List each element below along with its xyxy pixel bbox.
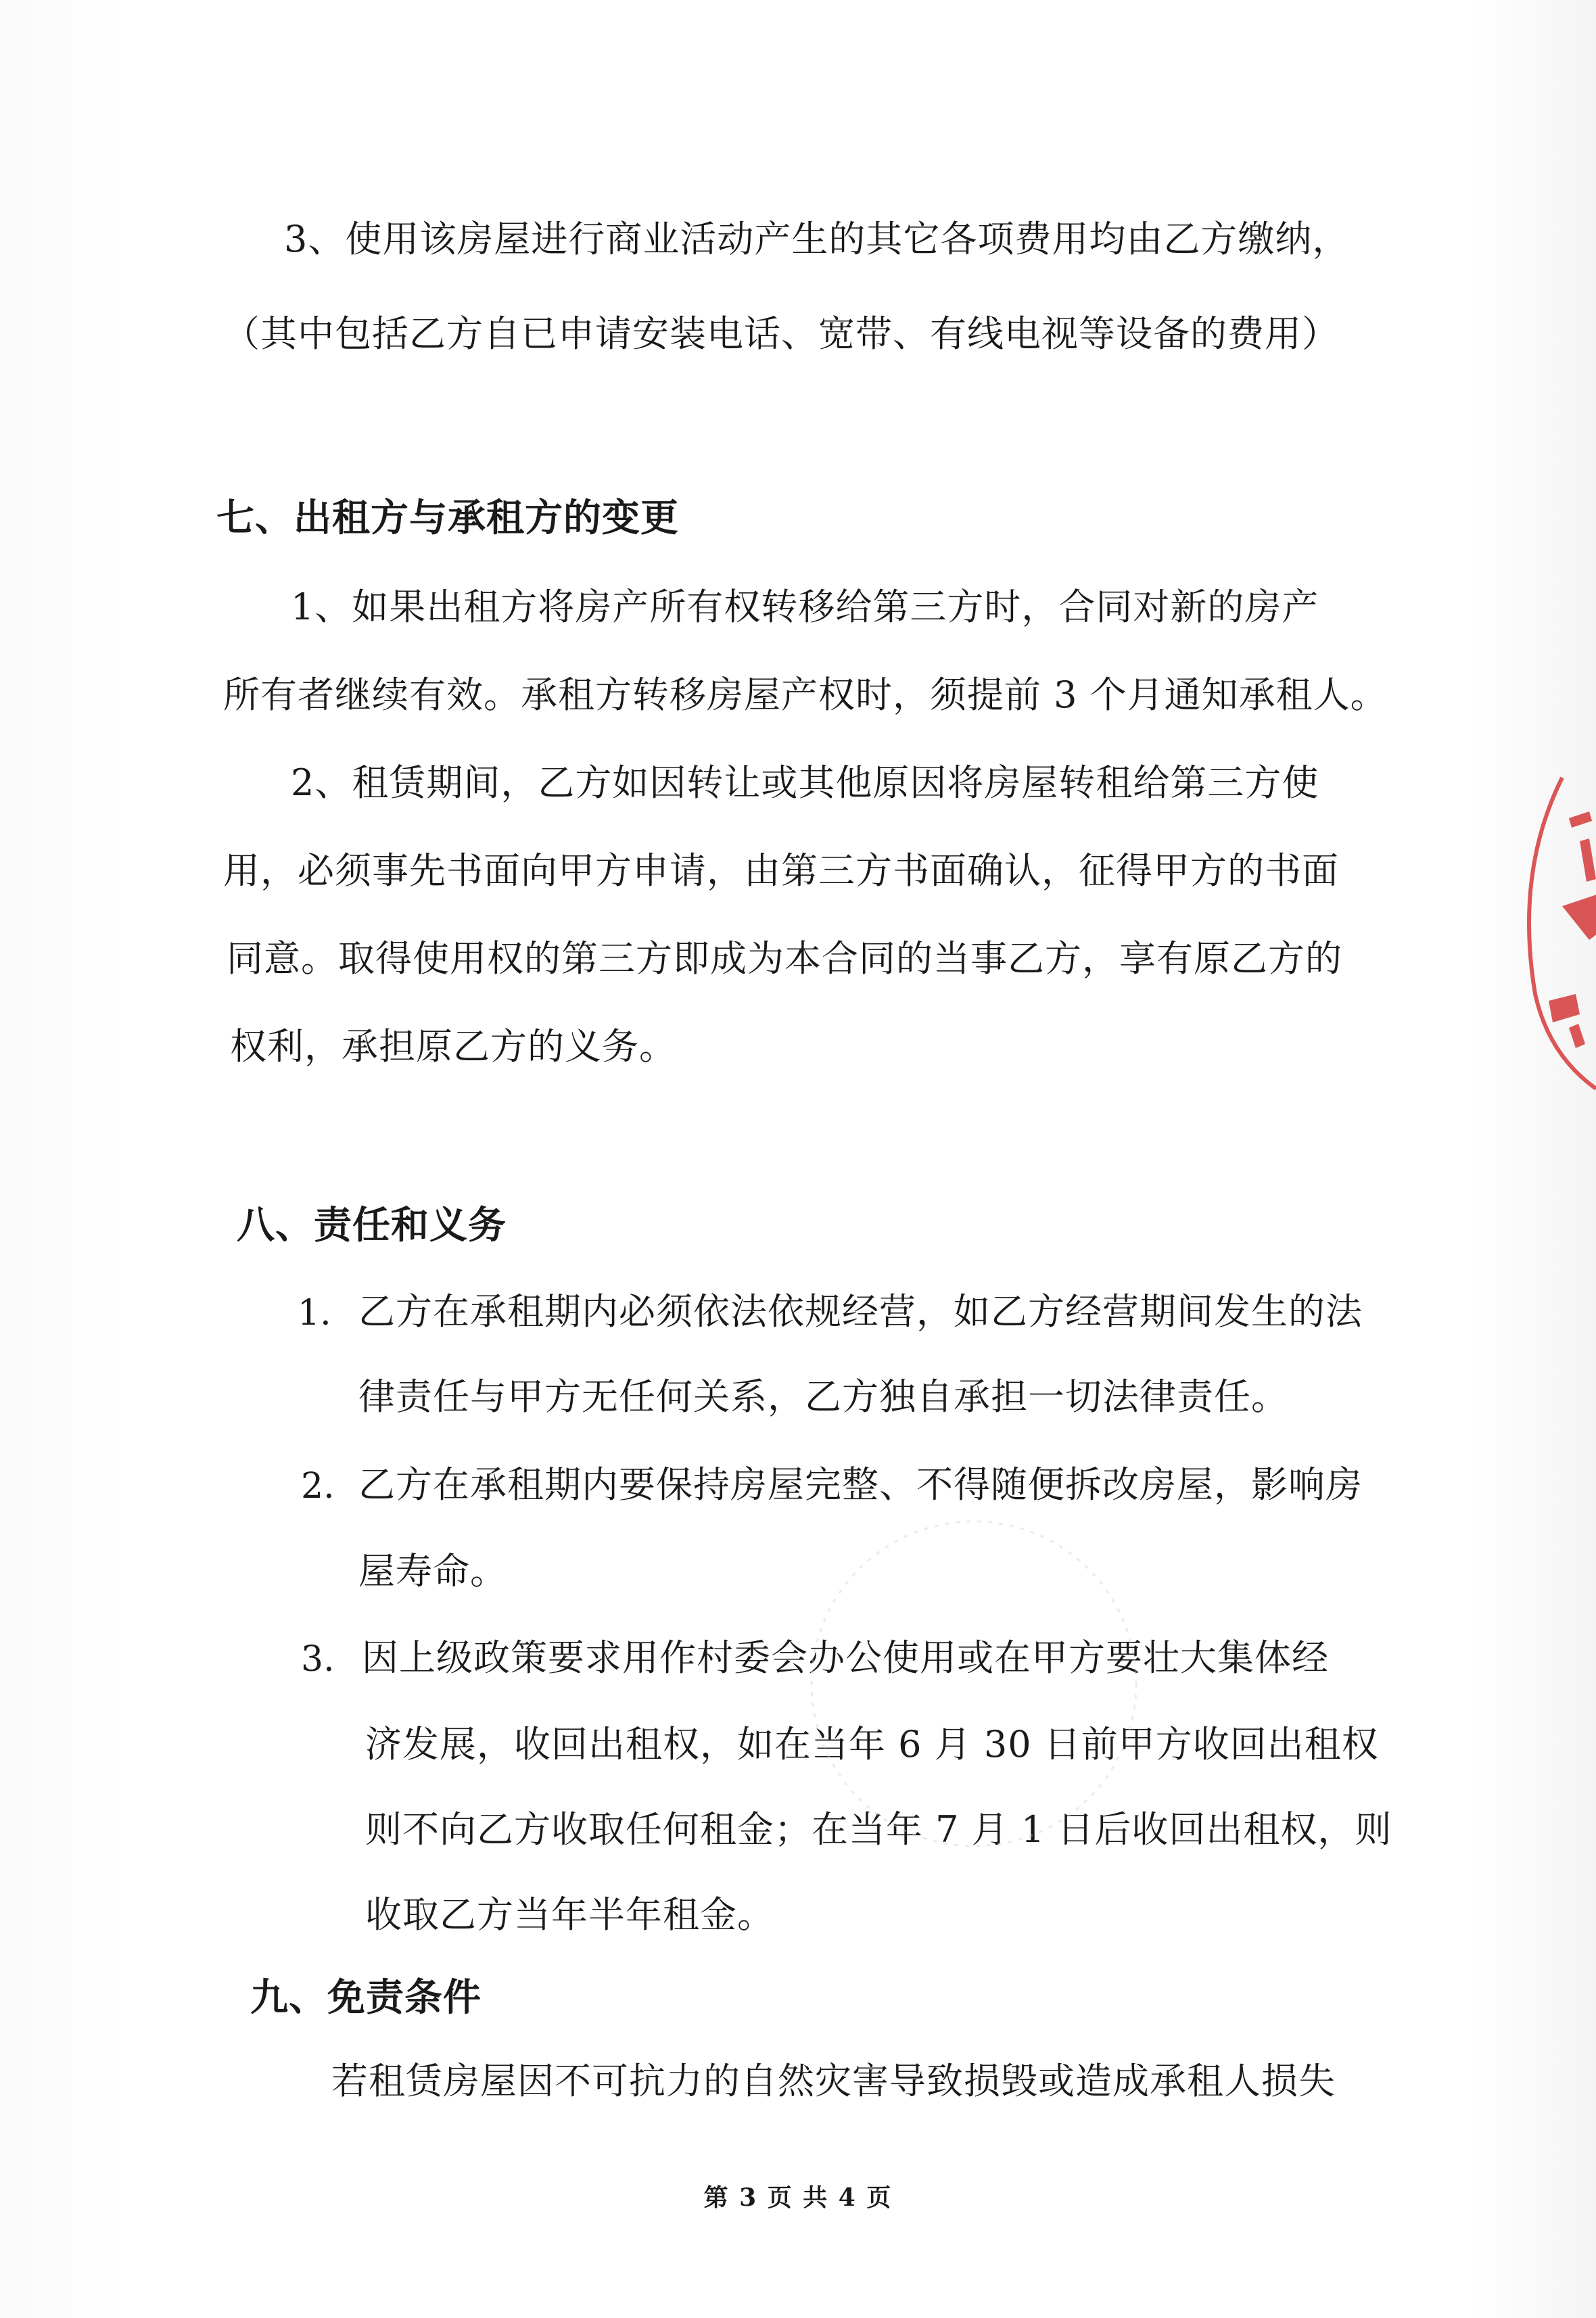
section7-item2-line3: 同意。取得使用权的第三方即成为本合同的当事乙方，享有原乙方的: [227, 937, 1342, 980]
section7-item1-line2: 所有者继续有效。承租方转移房屋产权时，须提前 3 个月通知承租人。: [223, 673, 1388, 716]
section6-item3-line1: 3、使用该房屋进行商业活动产生的其它各项费用均由乙方缴纳，: [284, 218, 1350, 260]
section8-item2-number: 2.: [301, 1466, 335, 1507]
section8-item3-line4: 收取乙方当年半年租金。: [365, 1893, 774, 1936]
section9-line1: 若租赁房屋因不可抗力的自然灾害导致损毁或造成承租人损失: [331, 2060, 1336, 2102]
section7-item2-line4: 权利，承担原乙方的义务。: [230, 1025, 676, 1068]
section6-item3-line2: （其中包括乙方自已申请安装电话、宽带、有线电视等设备的费用）: [223, 312, 1339, 355]
section7-item2-line1: 2、租赁期间，乙方如因转让或其他原因将房屋转租给第三方使: [291, 761, 1319, 804]
section8-item3-line2: 济发展，收回出租权，如在当年 6 月 30 日前甲方收回出租权: [365, 1723, 1379, 1766]
section8-item1-line2: 律责任与甲方无任何关系，乙方独自承担一切法律责任。: [358, 1375, 1288, 1418]
section8-item2-line2: 屋寿命。: [358, 1550, 507, 1592]
section8-item1-number: 1.: [298, 1293, 331, 1333]
section9-title: 九、免责条件: [250, 1975, 482, 2020]
page-number-footer: 第 3 页 共 4 页: [703, 2183, 893, 2212]
section8-item3-number: 3.: [301, 1639, 335, 1680]
red-seal-stamp: [1488, 737, 1596, 1116]
section8-item3-line3: 则不向乙方收取任何租金；在当年 7 月 1 日后收回出租权，则: [365, 1808, 1392, 1851]
section7-item1-line1: 1、如果出租方将房产所有权转移给第三方时，合同对新的房产: [291, 586, 1319, 628]
section7-title: 七、出租方与承租方的变更: [216, 496, 679, 540]
section8-item1-line1: 乙方在承租期内必须依法依规经营，如乙方经营期间发生的法: [358, 1290, 1363, 1333]
section8-item2-line1: 乙方在承租期内要保持房屋完整、不得随便拆改房屋，影响房: [358, 1463, 1363, 1506]
section8-title: 八、责任和义务: [237, 1203, 507, 1248]
section8-item3-line1: 因上级政策要求用作村委会办公使用或在甲方要壮大集体经: [362, 1636, 1329, 1679]
faint-watermark: [798, 1508, 1150, 1860]
section7-item2-line2: 用，必须事先书面向甲方申请，由第三方书面确认，征得甲方的书面: [223, 849, 1339, 892]
